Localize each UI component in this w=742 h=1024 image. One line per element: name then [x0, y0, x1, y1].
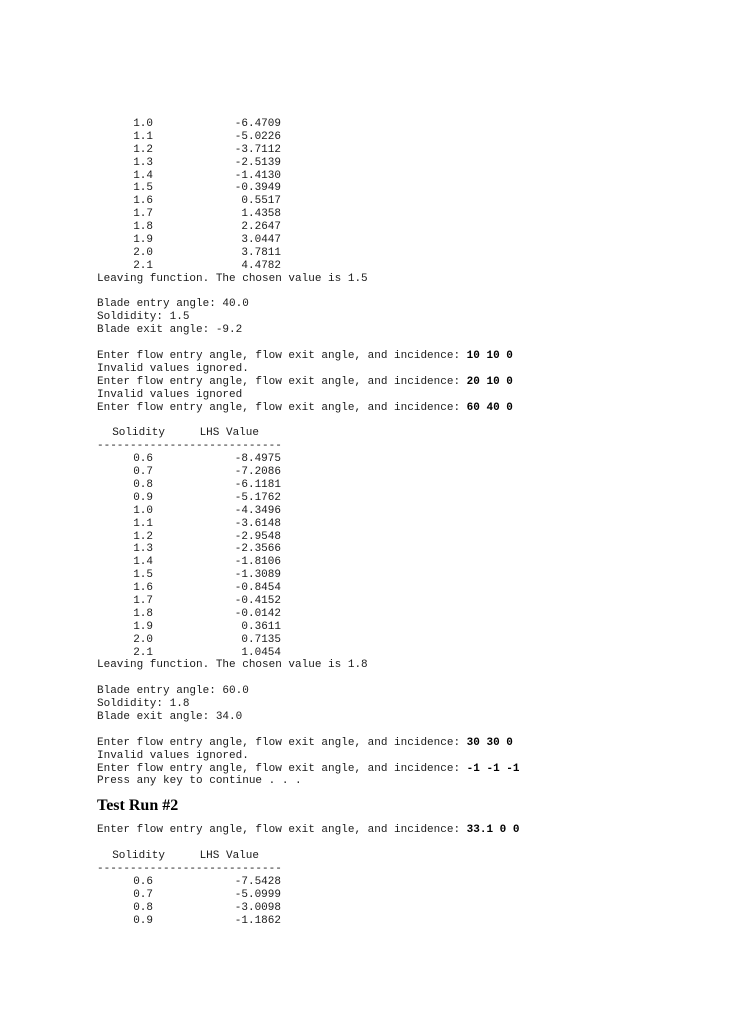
- table-row: [97, 876, 717, 889]
- table-row: [97, 170, 717, 183]
- solidity-cell: 1.1: [133, 130, 153, 143]
- lhs-value-cell: -6.4709: [234, 118, 281, 130]
- table-row: [97, 582, 717, 595]
- soldidity-value: Soldidity: 1.5: [97, 311, 190, 324]
- column-header-solidity: Solidity: [112, 427, 165, 440]
- table-row: [97, 479, 717, 492]
- solidity-cell: 1.7: [133, 594, 153, 607]
- solidity-cell: 0.6: [133, 875, 153, 888]
- user-input: 20 10 0: [466, 375, 513, 388]
- lhs-value-cell: -3.6148: [234, 517, 281, 530]
- prompt-line: [97, 737, 717, 750]
- lhs-value-cell: -4.3496: [234, 504, 281, 517]
- lhs-value-cell: -1.8106: [234, 556, 281, 569]
- table-header: [97, 427, 717, 440]
- lhs-value-cell: 1.4358: [241, 208, 281, 221]
- message-line: Invalid values ignored.: [97, 749, 249, 762]
- table-row: [97, 518, 717, 531]
- table-row: [97, 466, 717, 479]
- lhs-value-cell: -0.0142: [234, 607, 281, 620]
- lhs-value-cell: -1.1862: [234, 914, 281, 927]
- table-row: [97, 569, 717, 582]
- solidity-cell: 0.7: [133, 888, 153, 901]
- lhs-value-cell: -2.5139: [234, 156, 281, 169]
- spacer: [97, 414, 717, 427]
- solidity-table: [97, 876, 717, 928]
- lhs-value-cell: -0.4152: [234, 594, 281, 607]
- spacer: [97, 286, 717, 299]
- table-row: [97, 505, 717, 518]
- lhs-value-cell: -8.4975: [234, 453, 281, 466]
- solidity-cell: 1.3: [133, 156, 153, 169]
- prompt-text: Enter flow entry angle, flow exit angle, and incidence:: [97, 350, 467, 363]
- blade-entry-angle: Blade entry angle: 40.0: [97, 298, 249, 311]
- solidity-cell: 1.3: [133, 543, 153, 556]
- lhs-value-cell: -3.7112: [234, 143, 281, 156]
- lhs-value-cell: 4.4782: [241, 259, 281, 272]
- lhs-value-cell: 3.0447: [241, 234, 281, 247]
- user-input: 30 30 0: [466, 736, 513, 749]
- table-row: [97, 608, 717, 621]
- solidity-table: [97, 453, 717, 659]
- lhs-value-cell: -7.2086: [234, 466, 281, 479]
- table-row: [97, 234, 717, 247]
- table-row: [97, 915, 717, 928]
- section-title: Test Run #2: [97, 797, 179, 815]
- table-row: [97, 118, 717, 131]
- solidity-cell: 2.1: [133, 259, 153, 272]
- solidity-cell: 1.7: [133, 208, 153, 221]
- blade-exit-angle: Blade exit angle: 34.0: [97, 710, 243, 723]
- user-input: 10 10 0: [466, 350, 513, 363]
- lhs-value-cell: -2.3566: [234, 543, 281, 556]
- lhs-value-cell: -5.0226: [234, 130, 281, 143]
- spacer: [97, 672, 717, 685]
- prompt-text: Enter flow entry angle, flow exit angle, and incidence:: [97, 736, 467, 749]
- document-page: [97, 118, 717, 927]
- prompt-line: [97, 376, 717, 389]
- prompt-text: Enter flow entry angle, flow exit angle, and incidence:: [97, 824, 467, 837]
- table-row: [97, 221, 717, 234]
- lhs-value-cell: -5.1762: [234, 491, 281, 504]
- table-row: [97, 595, 717, 608]
- solidity-cell: 1.4: [133, 556, 153, 569]
- solidity-cell: 1.5: [133, 182, 153, 195]
- solidity-cell: 2.0: [133, 246, 153, 259]
- table-row: [97, 453, 717, 466]
- table-row: [97, 157, 717, 170]
- table-row: [97, 144, 717, 157]
- blade-entry-angle: Blade entry angle: 60.0: [97, 685, 249, 698]
- prompt-line: [97, 350, 717, 363]
- lhs-value-cell: 0.7135: [241, 633, 281, 646]
- lhs-value-cell: -2.9548: [234, 530, 281, 543]
- table-row: [97, 647, 717, 660]
- solidity-cell: 1.6: [133, 195, 153, 208]
- user-input: -1 -1 -1: [466, 762, 520, 775]
- solidity-cell: 1.8: [133, 221, 153, 234]
- lhs-value-cell: 3.7811: [241, 246, 281, 259]
- soldidity-value: Soldidity: 1.8: [97, 698, 190, 711]
- leaving-function-line: Leaving function. The chosen value is 1.8: [97, 659, 368, 672]
- lhs-value-cell: -1.3089: [234, 569, 281, 582]
- column-header-lhs-value: LHS Value: [199, 850, 259, 863]
- table-row: [97, 195, 717, 208]
- solidity-cell: 2.1: [133, 646, 153, 659]
- table-row: [97, 634, 717, 647]
- lhs-value-cell: -0.8454: [234, 582, 281, 595]
- lhs-value-cell: 0.3611: [241, 620, 281, 633]
- solidity-cell: 0.7: [133, 466, 153, 479]
- spacer: [97, 724, 717, 737]
- table-row: [97, 260, 717, 273]
- solidity-cell: 0.9: [133, 914, 153, 927]
- table-row: [97, 208, 717, 221]
- lhs-value-cell: -6.1181: [234, 478, 281, 491]
- column-header-solidity: Solidity: [112, 850, 165, 863]
- message-line: Invalid values ignored: [97, 388, 243, 401]
- prompt-line: [97, 824, 717, 837]
- solidity-cell: 0.8: [133, 901, 153, 914]
- solidity-cell: 1.8: [133, 607, 153, 620]
- solidity-cell: 0.9: [133, 491, 153, 504]
- solidity-cell: 1.5: [133, 569, 153, 582]
- user-input: 33.1 0 0: [466, 824, 520, 837]
- solidity-cell: 1.6: [133, 582, 153, 595]
- table-header: [97, 850, 717, 863]
- table-row: [97, 889, 717, 902]
- solidity-cell: 1.9: [133, 620, 153, 633]
- leaving-function-line: Leaving function. The chosen value is 1.5: [97, 272, 368, 285]
- lhs-value-cell: -1.4130: [234, 169, 281, 182]
- prompt-text: Enter flow entry angle, flow exit angle, and incidence:: [97, 762, 467, 775]
- table-row: [97, 182, 717, 195]
- lhs-value-cell: -7.5428: [234, 875, 281, 888]
- solidity-cell: 0.8: [133, 478, 153, 491]
- solidity-cell: 1.2: [133, 143, 153, 156]
- prompt-line: [97, 763, 717, 776]
- prompt-text: Enter flow entry angle, flow exit angle, and incidence:: [97, 375, 467, 388]
- run1-table-tail: [97, 118, 717, 273]
- solidity-cell: 2.0: [133, 633, 153, 646]
- lhs-value-cell: -0.3949: [234, 182, 281, 195]
- solidity-cell: 1.9: [133, 234, 153, 247]
- blade-exit-angle: Blade exit angle: -9.2: [97, 324, 243, 337]
- table-row: [97, 492, 717, 505]
- solidity-cell: 1.4: [133, 169, 153, 182]
- table-row: [97, 556, 717, 569]
- message-line: Invalid values ignored.: [97, 362, 249, 375]
- table-row: [97, 621, 717, 634]
- table-divider: ----------------------------: [97, 862, 282, 875]
- press-any-key-line: Press any key to continue . . .: [97, 775, 302, 788]
- solidity-cell: 1.1: [133, 517, 153, 530]
- lhs-value-cell: -3.0098: [234, 901, 281, 914]
- spacer: [97, 337, 717, 350]
- table-row: [97, 531, 717, 544]
- table-row: [97, 247, 717, 260]
- solidity-cell: 1.2: [133, 530, 153, 543]
- lhs-value-cell: 0.5517: [241, 195, 281, 208]
- column-header-lhs-value: LHS Value: [199, 427, 259, 440]
- prompt-line: [97, 402, 717, 415]
- table-divider: ----------------------------: [97, 440, 282, 453]
- spacer: [97, 837, 717, 850]
- table-row: [97, 902, 717, 915]
- lhs-value-cell: -5.0999: [234, 888, 281, 901]
- lhs-value-cell: 1.0454: [241, 646, 281, 659]
- prompt-text: Enter flow entry angle, flow exit angle, and incidence:: [97, 401, 467, 414]
- solidity-cell: 0.6: [133, 453, 153, 466]
- lhs-value-cell: 2.2647: [241, 221, 281, 234]
- table-row: [97, 543, 717, 556]
- table-row: [97, 131, 717, 144]
- user-input: 60 40 0: [466, 401, 513, 414]
- solidity-cell: 1.0: [133, 504, 153, 517]
- solidity-cell: 1.0: [133, 118, 153, 130]
